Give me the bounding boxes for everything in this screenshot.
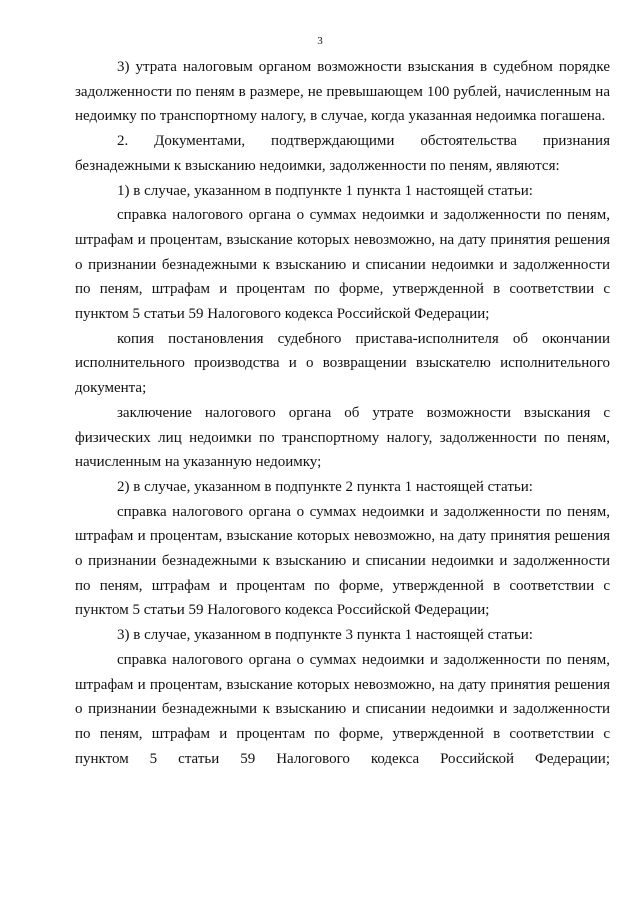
paragraph-case-3-tax-certificate: справка налогового органа о суммах недоимки и задолженности по пеням, штрафам и процентам, взыскание которых невозможно, на дату принятия решения о признании безнадежными к взысканию и списании недоимки и задолженности по пеням, штрафам и процентам по форме, утвержденной в соответствии с пунктом 5 статьи 59 Налогового кодекса Российской Федерации; — [75, 651, 610, 767]
paragraph-item-2-documents: 2. Документами, подтверждающими обстоятельства признания безнадежными к взысканию недоимки, задолженности по пеням, являются: — [75, 133, 610, 174]
paragraph-case-2-tax-certificate: справка налогового органа о суммах недоимки и задолженности по пеням, штрафам и процентам, взыскание которых невозможно, на дату принятия решения о признании безнадежными к взысканию и списании недоимки и задолженности по пеням, штрафам и процентам по форме, утвержденной в соответствии с пунктом 5 статьи 59 Налогового кодекса Российской Федерации; — [75, 503, 610, 619]
paragraph-case-3-heading: 3) в случае, указанном в подпункте 3 пункта 1 настоящей статьи: — [117, 627, 533, 644]
paragraph-case-1-heading: 1) в случае, указанном в подпункте 1 пункта 1 настоящей статьи: — [117, 182, 533, 199]
paragraph-case-1-bailiff-resolution: копия постановления судебного пристава-исполнителя об окончании исполнительного производства и о возвращении взыскателю исполнительного документа; — [75, 330, 610, 397]
paragraph-subitem-3-loss-of-recovery: 3) утрата налоговым органом возможности взыскания в судебном порядке задолженности по пеням в размере, не превышающем 100 рублей, начисленным на недоимку по транспортному налогу, в случае, когда указанная недоимка погашена. — [75, 59, 610, 125]
paragraph-case-1-tax-conclusion: заключение налогового органа об утрате возможности взыскания с физических лиц недоимки по транспортному налогу, задолженности по пеням, начисленным на указанную недоимку; — [75, 404, 610, 471]
document-body — [75, 55, 610, 771]
paragraph-case-1-tax-certificate: справка налогового органа о суммах недоимки и задолженности по пеням, штрафам и процентам, взыскание которых невозможно, на дату принятия решения о признании безнадежными к взысканию и списании недоимки и задолженности по пеням, штрафам и процентам по форме, утвержденной в соответствии с пунктом 5 статьи 59 Налогового кодекса Российской Федерации; — [75, 207, 610, 323]
page-number: 3 — [317, 35, 323, 47]
paragraph-case-2-heading: 2) в случае, указанном в подпункте 2 пункта 1 настоящей статьи: — [117, 478, 533, 495]
